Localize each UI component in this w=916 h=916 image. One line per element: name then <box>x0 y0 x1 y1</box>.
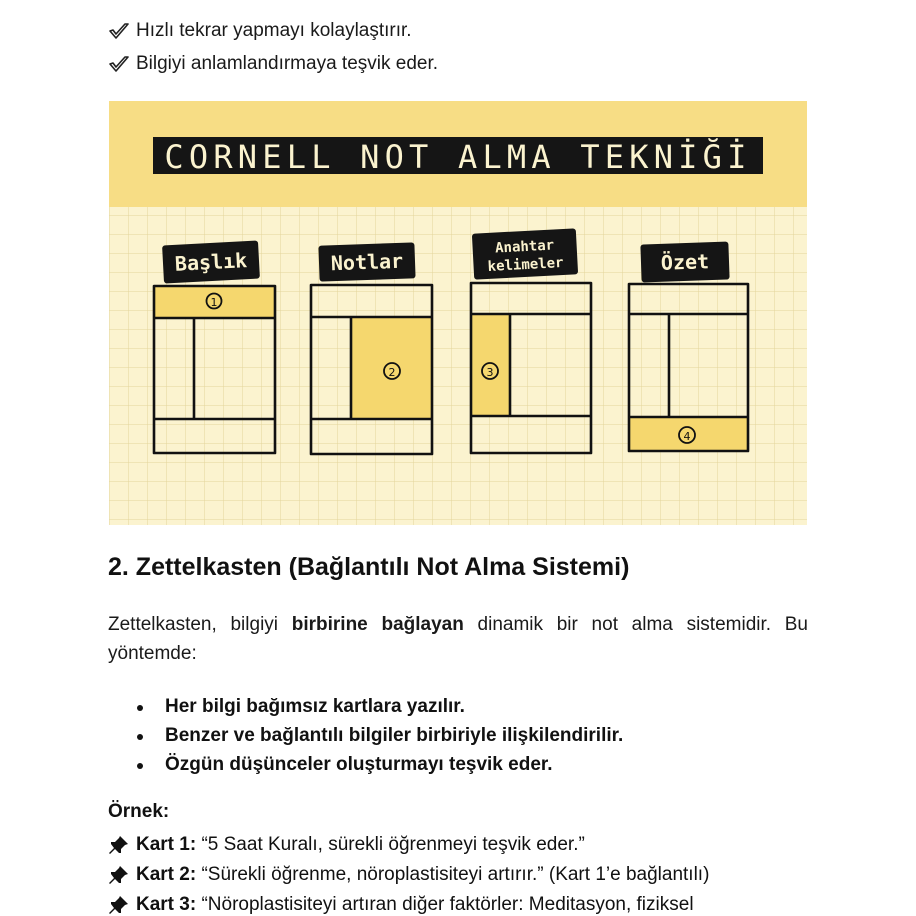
checkmark-icon <box>108 21 130 41</box>
label-tag-baslik <box>162 241 260 284</box>
label-anahtar: Anahtar <box>494 237 555 257</box>
section-heading: 2. Zettelkasten (Bağlantılı Not Alma Sistemi) <box>108 553 630 581</box>
label-kelimeler: kelimeler <box>487 255 564 275</box>
label-tag-ozet <box>640 241 729 282</box>
label-tag-anahtar-kelimeler <box>472 228 578 279</box>
checklist-item <box>108 20 412 42</box>
cornell-illustration <box>109 101 807 525</box>
checkmark-icon <box>108 54 130 74</box>
pushpin-icon <box>108 834 130 856</box>
pushpin-icon <box>108 864 130 886</box>
marker-2: 2 <box>388 366 396 379</box>
bullet-list <box>132 692 623 779</box>
bullet-item: Benzer ve bağlantılı bilgiler birbiriyle ilişkilendirilir. <box>132 721 623 750</box>
bullet-item: Özgün düşünceler oluşturmayı teşvik eder. <box>132 750 623 779</box>
marker-4: 4 <box>683 430 691 443</box>
card-label: Kart 2: <box>136 864 197 885</box>
bullet-item: Her bilgi bağımsız kartlara yazılır. <box>132 692 623 721</box>
intro-end: dinamik bir not alma sistemidir. Bu yöntemde: <box>108 614 808 664</box>
label-notlar: Notlar <box>330 248 404 276</box>
card-text: “5 Saat Kuralı, sürekli öğrenmeyi teşvik eder.” <box>196 834 585 855</box>
pushpin-icon <box>108 894 130 916</box>
marker-3: 3 <box>486 366 494 379</box>
intro-bold: birbirine bağlayan <box>291 614 464 635</box>
checklist-item <box>108 53 438 75</box>
intro-paragraph <box>108 610 808 668</box>
marker-1: 1 <box>210 296 218 309</box>
label-baslik: Başlık <box>174 248 248 276</box>
checklist-text: Bilgiyi anlamlandırmaya teşvik eder. <box>136 53 439 74</box>
example-label: Örnek: <box>108 801 170 822</box>
label-ozet: Özet <box>660 249 710 275</box>
figure-title: CORNELL NOT ALMA TEKNİĞİ <box>164 138 752 176</box>
card-label: Kart 1: <box>136 834 197 855</box>
label-tag-notlar <box>318 242 415 281</box>
card-line <box>108 894 694 916</box>
card-text: “Sürekli öğrenme, nöroplastisiteyi artırır.” (Kart 1’e bağlantılı) <box>196 864 710 885</box>
card-text: “Nöroplastisiteyi artıran diğer faktörler: Meditasyon, fiziksel <box>196 894 694 915</box>
intro-start: Zettelkasten, bilgiyi <box>108 614 292 635</box>
card-line <box>108 864 709 886</box>
card-line <box>108 834 585 856</box>
card-label: Kart 3: <box>136 894 197 915</box>
checklist-text: Hızlı tekrar yapmayı kolaylaştırır. <box>136 20 412 41</box>
cornell-figure <box>109 101 807 525</box>
